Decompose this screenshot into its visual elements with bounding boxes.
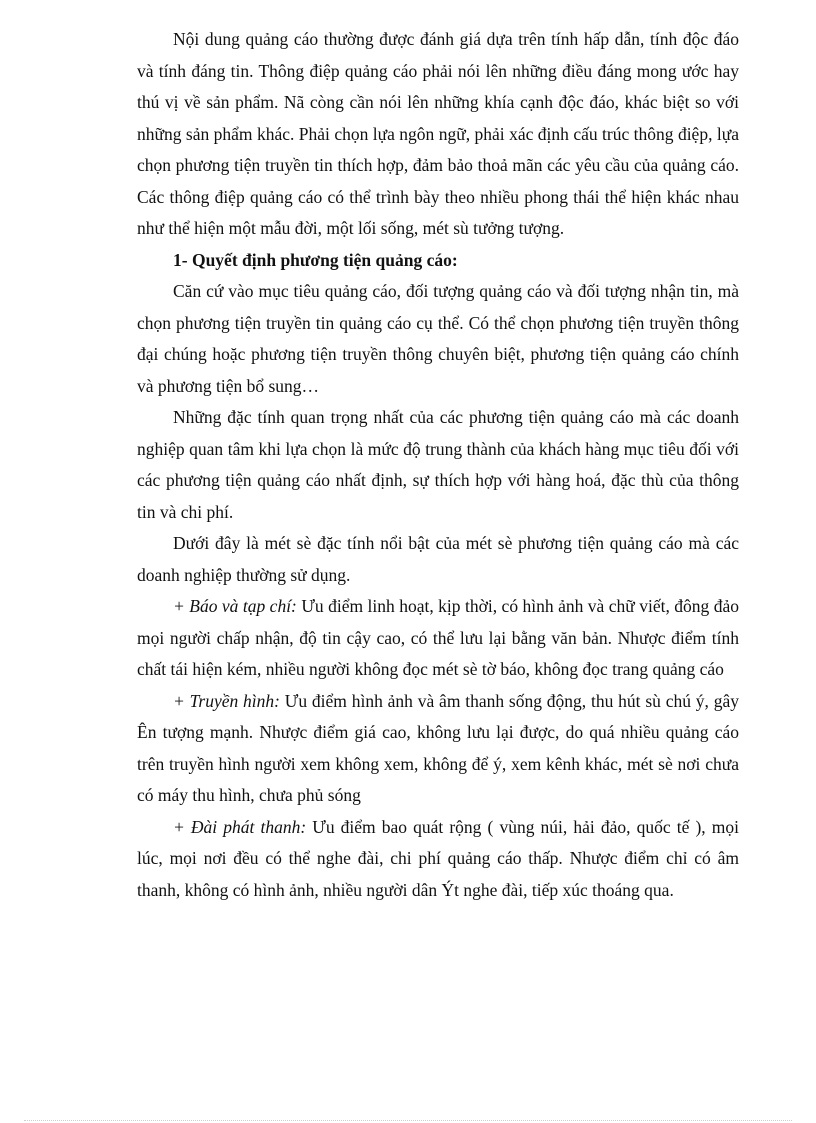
document-body: [137, 24, 739, 906]
radio-text: Ưu điểm bao quát rộng ( vùng núi, hải đảo, quốc tế ), mọi lúc, mọi nơi đều có thể nghe đài, chi phí quảng cáo thấp. Nhược điểm chỉ có âm thanh, không có hình ảnh, nhiều người dân Ýt nghe đài, tiếp xúc thoáng qua.: [137, 816, 739, 900]
newspapers-label: + Báo và tạp chí:: [173, 596, 297, 616]
paragraph-newspapers: [137, 591, 739, 686]
television-label: + Truyền hình:: [173, 690, 280, 711]
paragraph-media-basis: Căn cứ vào mục tiêu quảng cáo, đối tượng quảng cáo và đối tượng nhận tin, mà chọn phương tiện truyền tin quảng cáo cụ thể. Có thể chọn phương tiện truyền thông đại chúng hoặc phương tiện truyền thông chuyên biệt, phương tiện quảng cáo chính và phương tiện bổ sung…: [137, 281, 739, 396]
paragraph-radio: [137, 812, 739, 907]
paragraph-content-evaluation: Nội dung quảng cáo thường được đánh giá dựa trên tính hấp dẫn, tính độc đáo và tính đáng tin. Thông điệp quảng cáo phải nói lên những điều đáng mong ước hay thú vị về sản phẩm. Nã còng cần nói lên những khía cạnh độc đáo, khác biệt so với những sản phẩm khác. Phải chọn lựa ngôn ngữ, phải xác định cấu trúc thông điệp, lựa chọn phương tiện truyền tin thích hợp, đảm bảo thoả mãn các yêu cầu của quảng cáo. Các thông điệp quảng cáo có thể trình bày theo nhiều phong thái thể hiện khác nhau như thể hiện một mẫu đời, một lối sống, mét sù tưởng tượng.: [137, 29, 739, 238]
paragraph-media-intro: Dưới đây là mét sè đặc tính nổi bật của mét sè phương tiện quảng cáo mà các doanh nghiệp thường sử dụng.: [137, 533, 739, 585]
paragraph-television: [137, 686, 739, 812]
television-text: Ưu điểm hình ảnh và âm thanh sống động, thu hút sù chú ý, gây Ên tượng mạnh. Nhược điểm giá cao, không lưu lại được, do quá nhiều quảng cáo trên truyền hình người xem không xem, không để ý, xem kênh khác, mét sè nơi chưa có máy thu hình, chưa phủ sóng: [137, 690, 739, 805]
page-bottom-divider: [24, 1120, 792, 1121]
paragraph-media-characteristics: Những đặc tính quan trọng nhất của các phương tiện quảng cáo mà các doanh nghiệp quan tâm khi lựa chọn là mức độ trung thành của khách hàng mục tiêu đối với các phương tiện quảng cáo nhất định, sự thích hợp với hàng hoá, đặc thù của thông tin và chi phí.: [137, 407, 739, 522]
radio-label: + Đài phát thanh:: [173, 816, 307, 837]
newspapers-text: Ưu điểm linh hoạt, kịp thời, có hình ảnh và chữ viết, đông đảo mọi người chấp nhận, độ tin cậy cao, có thể lưu lại bằng văn bản. Nhược điểm tính chất tái hiện kém, nhiều người không đọc mét sè tờ báo, không đọc trang quảng cáo: [137, 596, 739, 679]
section-heading-media-decision: 1- Quyết định phương tiện quảng cáo:: [173, 249, 458, 270]
